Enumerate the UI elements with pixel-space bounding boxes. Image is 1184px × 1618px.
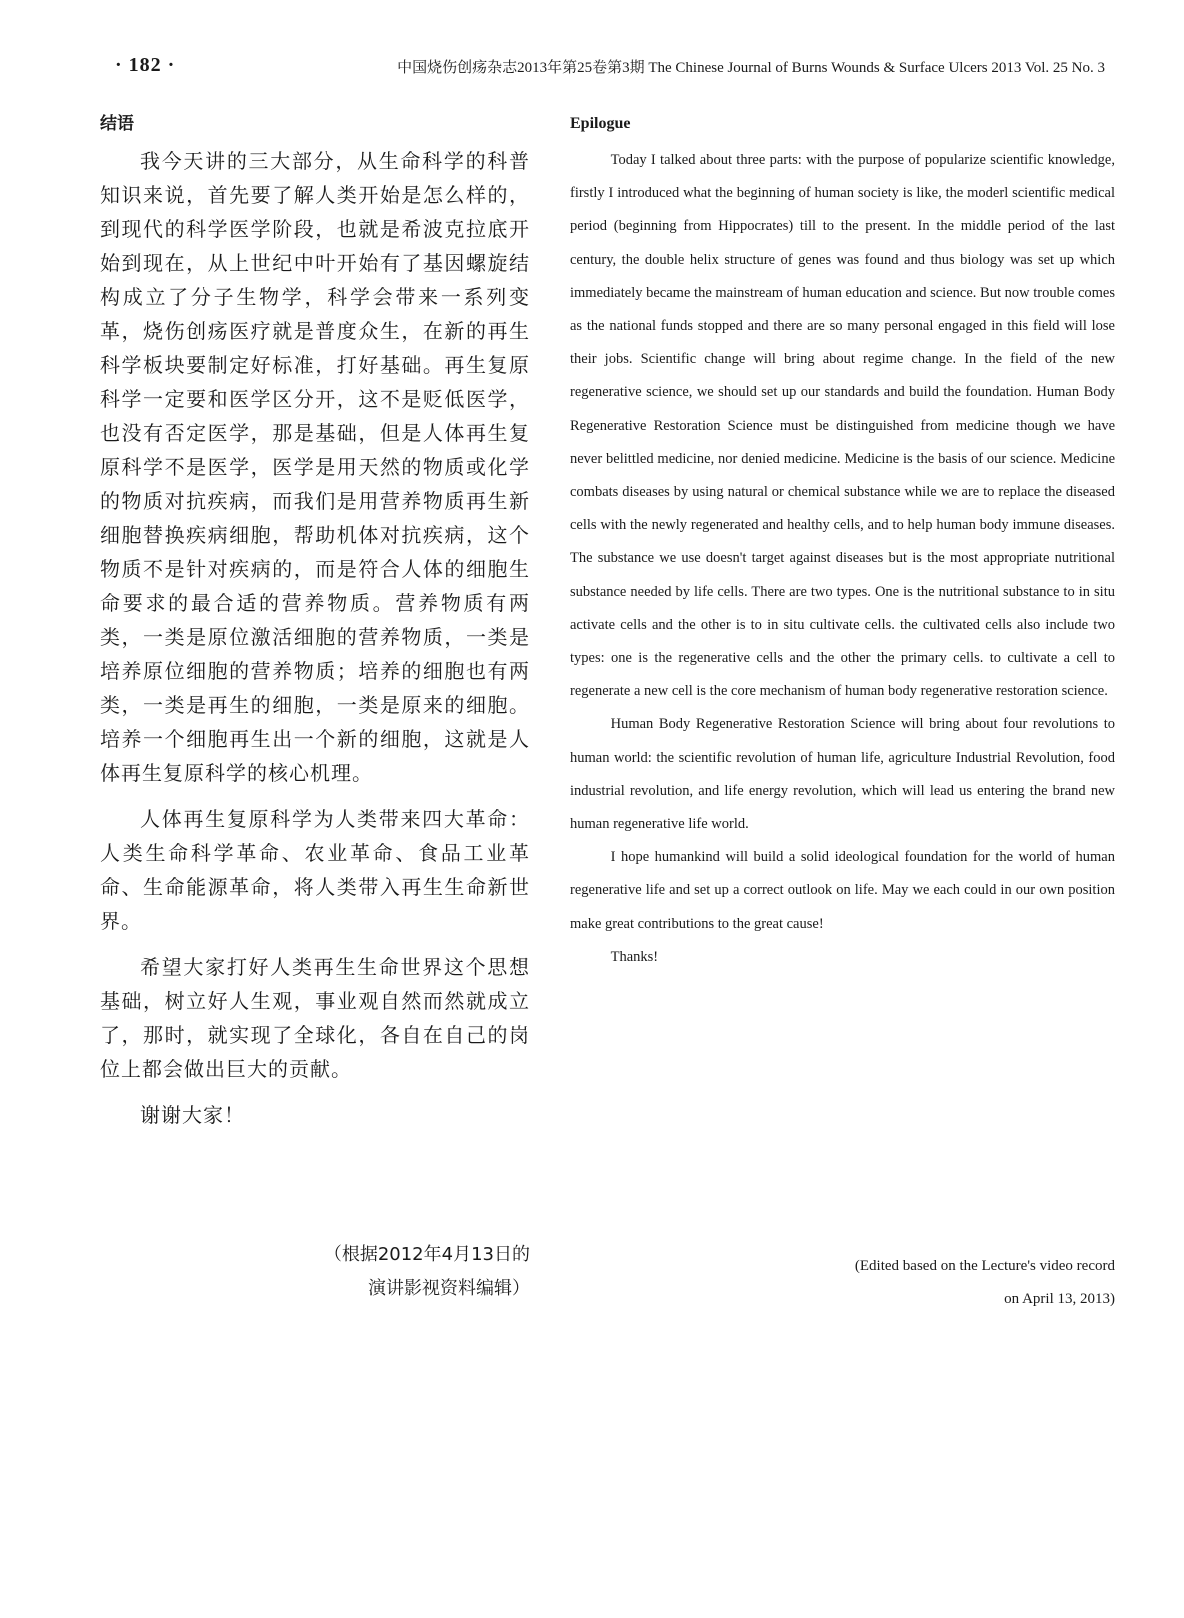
chinese-source-note-line1: （根据2012年4月13日的 xyxy=(323,1244,530,1265)
chinese-heading: 结语 xyxy=(100,114,134,134)
chinese-paragraph: 我今天讲的三大部分，从生命科学的科普知识来说，首先要了解人类开始是怎么样的，到现代的科学医学阶段，也就是希波克拉底开始到现在，从上世纪中叶开始有了基因螺旋结构成立了分子生物学，科学会带来一系列变革，烧伤创疡医疗就是普度众生，在新的再生科学板块要制定好标准，打好基础。再生复原科学一定要和医学区分开，这不是贬低医学，也没有否定医学，那是基础，但是人体再生复原科学不是医学，医学是用天然的物质或化学的物质对抗疾病，而我们是用营养物质再生新细胞替换疾病细胞，帮助机体对抗疾病，这个物质不是针对疾病的，而是符合人体的细胞生命要求的最合适的营养物质。营养物质有两类，一类是原位激活细胞的营养物质，一类是培养原位细胞的营养物质；培养的细胞也有两类，一类是再生的细胞，一类是原来的细胞。培养一个细胞再生出一个新的细胞，这就是人体再生复原科学的核心机理。 xyxy=(100,149,530,785)
english-paragraph: Today I talked about three parts: with the purpose of popularize scientific knowledge, firstly I introduced what the beginning of human society is like, the moderl scientific medical period (beginning from Hippocrates) till to the present. In the middle period of the last century, the double helix structure of genes was found and thus biology was set up which immediately became the mainstream of human education and science. But now trouble comes as the national funds stopped and there are so many personal engaged in this field will lose their jobs. Scientific change will bring about regime change. In the field of the new regenerative science, we should set up our standards and build the foundation. Human Body Regenerative Restoration Science must be distinguished from medicine though we have never belittled medicine, nor denied medicine. Medicine is the basis of our science. Medicine combats diseases by using natural or chemical substance while we are to replace the diseased cells with the newly regenerated and healthy cells, and to help human body immune diseases. The substance we use doesn't target against diseases but is the most appropriate nutritional substance needed by life cells. There are two types. One is the nutritional substance to in situ activate cells and the other is to in situ cultivate cells. the cultivated cells also include two types: one is the regenerative cells and the other the primary cells. to cultivate a cell to regenerate a new cell is the core mechanism of human body regenerative restoration science. xyxy=(570,152,1115,700)
chinese-column xyxy=(100,112,530,1144)
english-source-note xyxy=(570,1250,1115,1316)
running-title: 中国烧伤创疡杂志2013年第25卷第3期 The Chinese Journal of Burns Wounds & Surface Ulcers 2013 Vol. 25 No. 3 xyxy=(397,60,1105,76)
english-column xyxy=(570,112,1115,974)
english-heading: Epilogue xyxy=(570,115,631,132)
chinese-paragraph: 希望大家打好人类再生生命世界这个思想基础，树立好人生观，事业观自然而然就成立了，那时，就实现了全球化，各自在自己的岗位上都会做出巨大的贡献。 xyxy=(100,955,530,1081)
english-source-note-line2: on April 13, 2013) xyxy=(1004,1291,1115,1307)
english-thanks: Thanks! xyxy=(610,948,659,965)
chinese-source-note-line2: 演讲影视资料编辑） xyxy=(368,1278,530,1299)
page-number: · 182 · xyxy=(115,54,176,76)
english-paragraph: I hope humankind will build a solid ideological foundation for the world of human regenerative life and set up a correct outlook on life. May we each could in our own position make great contributions to the great cause! xyxy=(570,849,1115,932)
chinese-thanks: 谢谢大家！ xyxy=(140,1103,245,1127)
chinese-paragraph: 人体再生复原科学为人类带来四大革命：人类生命科学革命、农业革命、食品工业革命、生命能源革命，将人类带入再生生命新世界。 xyxy=(100,807,530,933)
english-source-note-line1: (Edited based on the Lecture's video record xyxy=(854,1258,1115,1274)
page-header xyxy=(115,52,1105,82)
english-paragraph: Human Body Regenerative Restoration Science will bring about four revolutions to human world: the scientific revolution of human life, agriculture Industrial Revolution, food industrial revolution, and life energy revolution, which will lead us entering the brand new human regenerative life world. xyxy=(570,716,1115,833)
chinese-source-note xyxy=(100,1238,530,1306)
